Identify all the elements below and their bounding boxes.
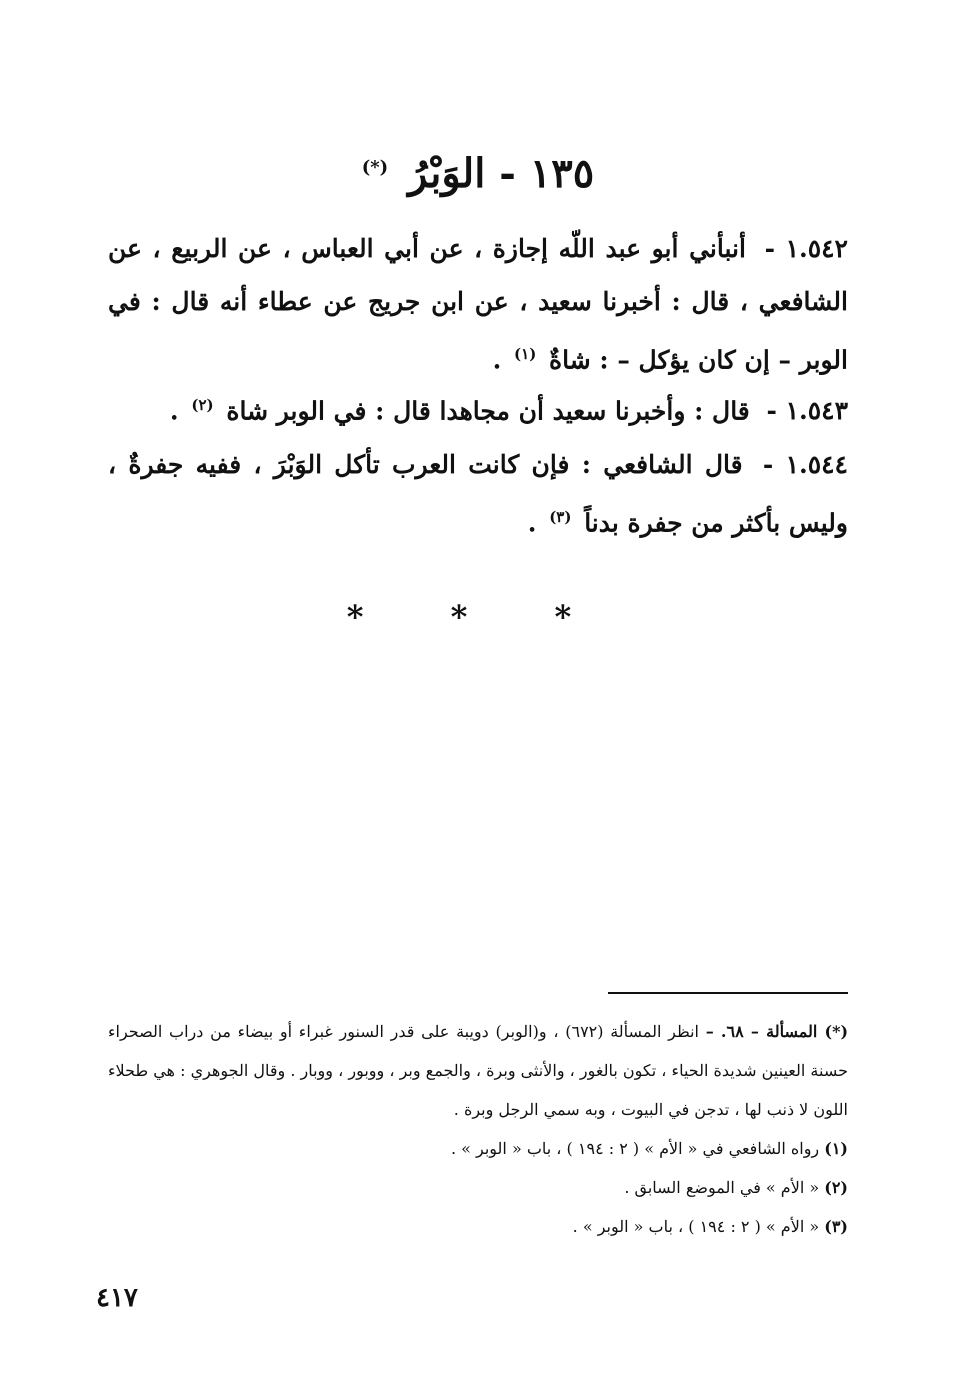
footnote-number: (١)	[824, 1139, 848, 1158]
footnote-main-text: انظر المسألة (٦٧٢) ، و(الوبر) دويبة على قدر السنور غبراء أو بيضاء من دراب الصحراء حسنة العينين شديدة الحياء ، تكون بالغور ، والأنثى وبرة ، والجمع وبر ، ووبور ، ووبار . وقال الجوهري : هي طحلاء اللون لا ذنب لها ، تدجن في البيوت ، وبه سمي الرجل وبرة .	[108, 1022, 848, 1119]
entry-number: ١.٥٤٤ -	[762, 450, 848, 479]
footnote-separator	[608, 992, 848, 994]
entry-number: ١.٥٤٣ -	[766, 396, 848, 426]
entry-end: .	[169, 396, 179, 426]
footnote-item	[108, 1168, 848, 1207]
footnote-ref: (١)	[514, 345, 537, 363]
entry-end: .	[527, 508, 537, 538]
section-end-ornament: * * *	[346, 598, 610, 636]
chapter-heading	[108, 150, 848, 198]
entry-number: ١.٥٤٢ -	[764, 234, 848, 263]
chapter-dash: -	[499, 150, 516, 197]
footnotes-block	[108, 1012, 848, 1246]
footnote-ref: (٣)	[549, 508, 572, 526]
chapter-number: ١٣٥	[529, 150, 595, 197]
footnote-number: (٣)	[824, 1217, 848, 1236]
footnote-ref: (٢)	[191, 396, 214, 414]
entry-544	[108, 438, 848, 549]
chapter-footnote-marker: (*)	[361, 156, 389, 178]
footnote-item	[108, 1129, 848, 1168]
chapter-title-text: الوَبْرُ	[408, 150, 486, 197]
footnote-text: رواه الشافعي في « الأم » ( ٢ : ١٩٤ ) ، باب « الوبر » .	[450, 1139, 820, 1158]
footnote-text: « الأم » ( ٢ : ١٩٤ ) ، باب « الوبر » .	[572, 1217, 820, 1236]
footnote-item	[108, 1207, 848, 1246]
entry-text: أنبأني أبو عبد اللّه إجازة ، عن أبي العباس ، عن الربيع ، عن الشافعي ، قال : أخبرنا سعيد ، عن ابن جريج عن عطاء أنه قال : في الوبر – إن كان يؤكل – : شاةٌ	[108, 234, 848, 375]
entry-text: قال الشافعي : فإن كانت العرب تأكل الوَبْرَ ، ففيه جفرةٌ ، وليس بأكثر من جفرة بدناً	[108, 450, 848, 538]
entry-543	[108, 379, 848, 437]
footnote-main-label: (*) المسألة – ٦٨. –	[705, 1022, 849, 1041]
footnote-text: « الأم » في الموضع السابق .	[624, 1178, 820, 1197]
entry-542	[108, 222, 848, 386]
page-number: ٤١٧	[96, 1283, 138, 1313]
footnote-number: (٢)	[824, 1178, 848, 1197]
entry-end: .	[492, 345, 502, 375]
footnote-main	[108, 1012, 848, 1129]
entry-text: قال : وأخبرنا سعيد أن مجاهدا قال : في الوبر شاة	[226, 396, 750, 426]
